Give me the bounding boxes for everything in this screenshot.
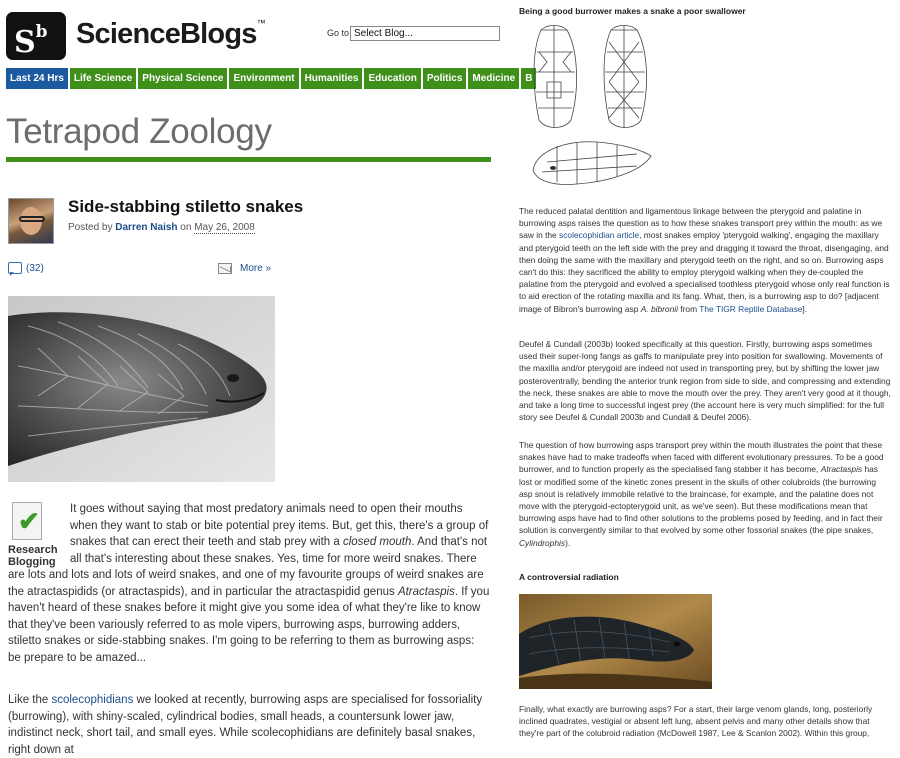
- logo-trademark: ™: [256, 18, 265, 28]
- p1-text-a: It goes without saying that most predatory animals need to open their mouths when they want to stab or bite potential prey items. But, get this, there's a group of snakes that can erect their teeth and stab prey with a: [70, 503, 489, 548]
- goto-label: Go to: [327, 28, 350, 38]
- nav-item-education[interactable]: Education: [364, 68, 420, 89]
- right-paragraph-3: [519, 439, 891, 549]
- byline-on: on: [180, 222, 192, 233]
- p1-emphasis-atractaspis: Atractaspis: [397, 585, 455, 598]
- badge-line-1: Research: [8, 544, 58, 556]
- comment-icon[interactable]: [8, 262, 22, 274]
- right-paragraph-4: Finally, what exactly are burrowing asps? For a start, their large venom glands, long, posteriorly inclined quadrates, vestigial or absent left lung, absent pelvis and many other details show that they're part of the colubroid radiation (McDowell 1987, Lee & Scanlon 2002). Within this group,: [519, 704, 873, 739]
- logo-text-label: ScienceBlogs: [76, 18, 257, 50]
- post-byline: [68, 222, 255, 233]
- burrowing-asp-photo-svg: [519, 594, 712, 689]
- badge-line-2: Blogging: [8, 556, 56, 568]
- nav-item-truncated[interactable]: B: [521, 68, 536, 89]
- p2-text-a: Like the: [8, 694, 52, 706]
- nav-item-medicine[interactable]: Medicine: [468, 68, 519, 89]
- nav-item-politics[interactable]: Politics: [423, 68, 467, 89]
- burrowing-asp-photo: [519, 594, 712, 689]
- nav-item-environment[interactable]: Environment: [229, 68, 298, 89]
- nav-item-humanities[interactable]: Humanities: [301, 68, 363, 89]
- nav-item-physical-science[interactable]: Physical Science: [138, 68, 227, 89]
- section-heading-burrower: Being a good burrower makes a snake a poor swallower: [519, 6, 746, 16]
- section-heading-radiation: A controversial radiation: [519, 572, 619, 582]
- blog-select-dropdown[interactable]: Select Blog...: [350, 26, 500, 41]
- p1-text-c: . And that's not all that's interesting about these snakes. Yes, time for more weird snakes. There are lots and lots and lots of weird snakes, and one of my favourite groups of weird snakes are the atractaspidids (or atractaspids), and in particular the atractaspidid genus: [8, 536, 488, 598]
- title-divider: [6, 157, 491, 162]
- snake-head-photo: [8, 296, 275, 482]
- nav-item-last-24-hrs[interactable]: Last 24 Hrs: [6, 68, 68, 89]
- rp3-text-a: The question of how burrowing asps transport prey within the mouth illustrates the point that these snakes have had to make tradeoffs when faced with different evolutionary pressures. To be a good burrower, and to function properly as the specialised fang stabber it has become,: [519, 440, 884, 475]
- more-link[interactable]: More »: [240, 263, 272, 274]
- rp3-emphasis-cylindrophis: Cylindrophis: [519, 537, 566, 548]
- rp1-text-c: from: [677, 303, 700, 314]
- comment-count-link[interactable]: (32): [26, 263, 44, 274]
- author-avatar[interactable]: [8, 198, 54, 244]
- rp1-text-b: , most snakes employ 'pterygoid walking', engaging the maxillary and pterygoid teeth on the left side with the prey and dragging it toward the throat, disengaging, and then doing the same with the maxillary and pterygoid teeth on the right, and so on. Burrowing asps can't do this: they sacrificed the ability to employ pterygoid walking when they de-coupled the palatine from the pterygoid and evolved a specialised toothless pterygoid whose only real function is to aid erection of the rotating maxilla and its fang. What, then, is a burrowing asp to do? [adjacent image of Bibron's burrowing asp: [519, 230, 890, 314]
- p1-emphasis-closed-mouth: closed mouth: [342, 536, 412, 548]
- author-link[interactable]: Darren Naish: [115, 222, 178, 233]
- post-paragraph-2: [8, 692, 490, 758]
- post-paragraph-1: [8, 501, 490, 666]
- logo-mark-sup: b: [35, 22, 48, 42]
- scolecophidians-link[interactable]: scolecophidians: [51, 694, 134, 706]
- byline-posted-by: Posted by: [68, 222, 113, 233]
- scolecophidian-article-link[interactable]: scolecophidian article: [559, 230, 640, 241]
- post-title[interactable]: Side-stabbing stiletto snakes: [68, 197, 304, 216]
- post-date: May 26, 2008: [194, 222, 255, 233]
- checkmark-icon: ✔: [18, 506, 40, 536]
- nav-item-life-science[interactable]: Life Science: [70, 68, 136, 89]
- scienceblogs-logo-text[interactable]: [76, 18, 265, 51]
- p2-text-b: we looked at recently, burrowing asps are specialised for fossoriality (burrowing), with shiny-scaled, cylindrical bodies, small heads, a countersunk lower jaw, indistinct neck, short tail, and small eyes. While scolecophidians are definitely basal snakes, right down at: [8, 694, 483, 756]
- badge-float-space: [8, 501, 70, 565]
- rp1-species-name: A. bibronii: [640, 303, 678, 314]
- snake-head-photo-svg: [8, 296, 275, 482]
- rp3-emphasis-atractaspis: Atractaspis: [820, 464, 863, 475]
- scienceblogs-logo-mark[interactable]: [6, 12, 66, 60]
- rp3-text-c: ).: [565, 537, 571, 548]
- right-paragraph-2: Deufel & Cundall (2003b) looked specifically at this question. Firstly, burrowing asps sometimes used their super-long fangs as gaffs to manipulate prey into position for swallowing. Movements of the maxilla and/or pterygoid are indeed not used in transporting prey, but by shifting the lower jaw posteroventrally, bending the anterior trunk region from side to side, and compressing and extending the neck, these snakes are able to move the mouth over the prey. They aren't very good at it though, and take a long time to successful ingest prey (the account here is very much simplified: for the full story see Deufel & Cundall 2003b and Cundall & Deufel 2006).: [519, 339, 891, 423]
- avatar-glasses: [19, 216, 45, 222]
- logo-mark-letter: S: [14, 25, 36, 60]
- category-nav: [6, 68, 533, 89]
- p1-text-e: . If you haven't heard of these snakes before it might give you some idea of what they're like to know that they've been variously referred to as mole vipers, burrowing asps, burrowing adders, stiletto snakes or side-stabbing snakes. I'm going to be referring to them as burrowing asps: be prepare to be amazed...: [8, 585, 490, 664]
- rp1-text-d: ].: [802, 303, 808, 314]
- tigr-database-link[interactable]: The TIGR Reptile Database: [699, 303, 803, 314]
- right-column: [519, 0, 894, 750]
- envelope-icon[interactable]: [218, 263, 232, 274]
- rp1-text-a: The reduced palatal dentition and ligamentous linkage between the pterygoid and palatine in burrowing asps raises the question as to how these snakes transport prey within the mouth: as we saw in the: [519, 206, 883, 241]
- skull-illustration: [527, 22, 657, 197]
- blog-title[interactable]: Tetrapod Zoology: [6, 112, 272, 151]
- right-paragraph-1: [519, 205, 891, 315]
- rp3-text-b: has lost or modified some of the kinetic zones present in the skulls of other colubroids (the burrowing asp snout is relatively immobile relative to the braincase, for example, and the palatine does not move with the pterygoid-ectopterygoid unit, as we've seen). But these modifications mean that burrowing asps have had to find other solutions to the problems posed by feeding, and in fact their solution is convergently similar to that evolved by some other fossorial snakes (the pipe snakes,: [519, 464, 883, 536]
